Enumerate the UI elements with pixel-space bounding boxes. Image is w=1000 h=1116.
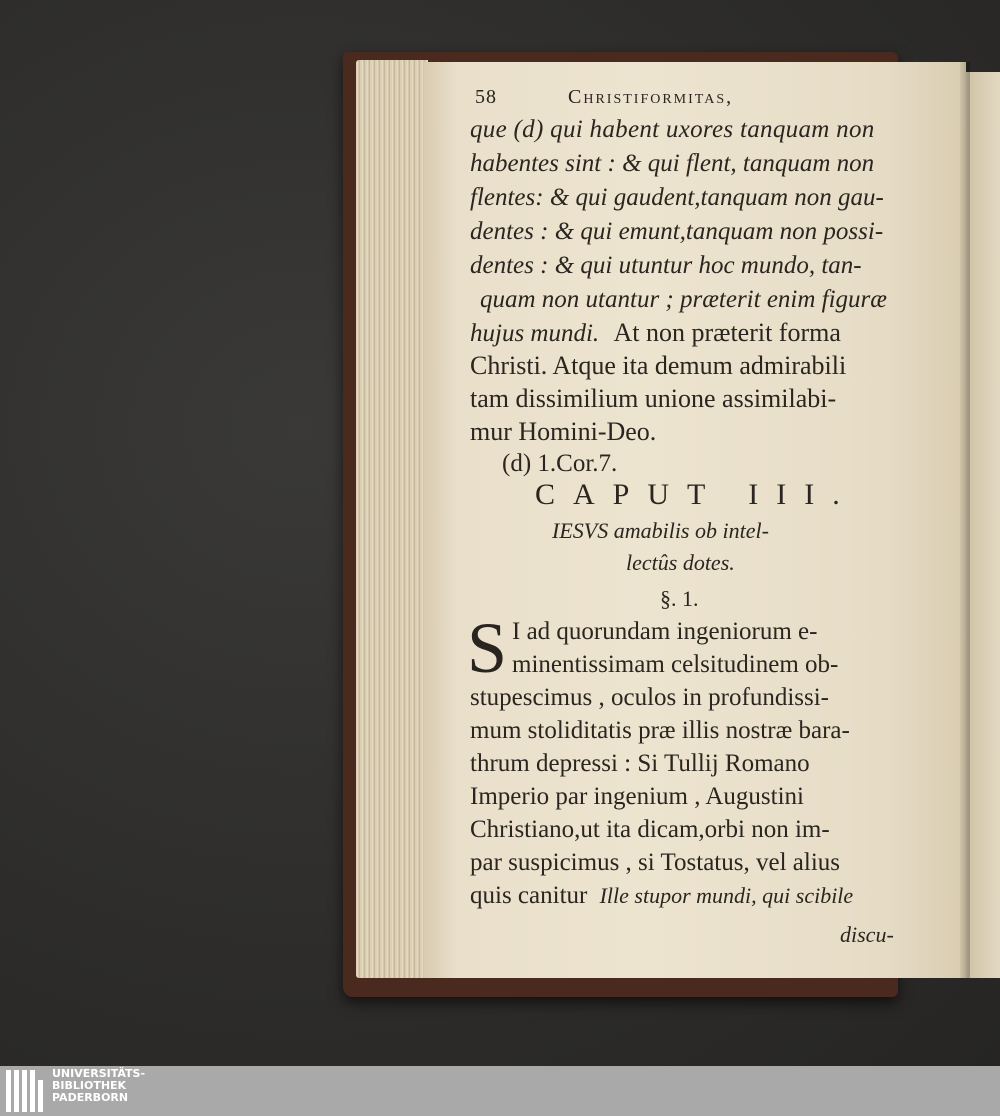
page-edges — [356, 60, 428, 978]
chapter-heading: CAPUT III. — [535, 478, 858, 511]
logo-line-1: UNIVERSITÄTS- — [52, 1067, 146, 1080]
text-line-5: dentes : & qui utuntur hoc mundo, tan- — [470, 252, 862, 279]
gutter-shadow — [960, 62, 970, 978]
body-line-3: stupescimus , oculos in profundissi- — [470, 684, 830, 711]
footnote: (d) 1.Cor.7. — [502, 450, 618, 477]
facing-page-edge — [966, 72, 1000, 978]
text-line-7 — [470, 318, 841, 348]
body-line-7: Christiano,ut ita dicam,orbi non im- — [470, 816, 830, 843]
catchword: discu- — [840, 922, 894, 947]
text-line-3: flentes: & qui gaudent,tanquam non gau- — [470, 184, 884, 211]
body-line-9 — [470, 882, 853, 910]
body-line-9-italic: Ille stupor mundi, qui scibile — [599, 883, 854, 908]
drop-capital: S — [467, 608, 508, 688]
body-line-1: I ad quorundam ingeniorum e- — [512, 618, 818, 645]
body-line-5: thrum depressi : Si Tullij Romano — [470, 750, 810, 777]
text-line-6: quam non utantur ; præterit enim figuræ — [480, 286, 887, 313]
footer-bar — [0, 1066, 1000, 1116]
text-line-7-roman: At non præterit forma — [613, 318, 841, 347]
chapter-subheading-1: IESVS amabilis ob intel- — [552, 518, 769, 543]
body-line-6: Imperio par ingenium , Augustini — [470, 783, 804, 810]
page-number: 58 — [475, 86, 497, 108]
chapter-subheading-2: lectûs dotes. — [626, 550, 735, 575]
text-line-7-italic: hujus mundi. — [470, 320, 600, 347]
body-line-4: mum stoliditatis præ illis nostræ bara- — [470, 717, 850, 744]
text-line-8: Christi. Atque ita demum admirabili — [470, 351, 847, 380]
body-line-2: minentissimam celsitudinem ob- — [512, 651, 839, 678]
text-line-2: habentes sint : & qui flent, tanquam non — [470, 150, 875, 177]
text-line-4: dentes : & qui emunt,tanquam non possi- — [470, 218, 884, 245]
section-mark: §. 1. — [660, 586, 699, 611]
text-line-1: que (d) qui habent uxores tanquam non — [470, 116, 875, 143]
text-line-10: mur Homini-Deo. — [470, 417, 657, 446]
body-line-9-roman: quis canitur — [470, 882, 588, 909]
library-logo-text — [52, 1068, 145, 1104]
body-line-8: par suspicimus , si Tostatus, vel alius — [470, 849, 840, 876]
logo-line-3: PADERBORN — [52, 1091, 129, 1104]
running-title: Christiformitas, — [568, 86, 734, 108]
logo-line-2: BIBLIOTHEK — [52, 1079, 127, 1092]
library-logo-icon — [6, 1070, 46, 1112]
text-line-9: tam dissimilium unione assimilabi- — [470, 384, 837, 413]
